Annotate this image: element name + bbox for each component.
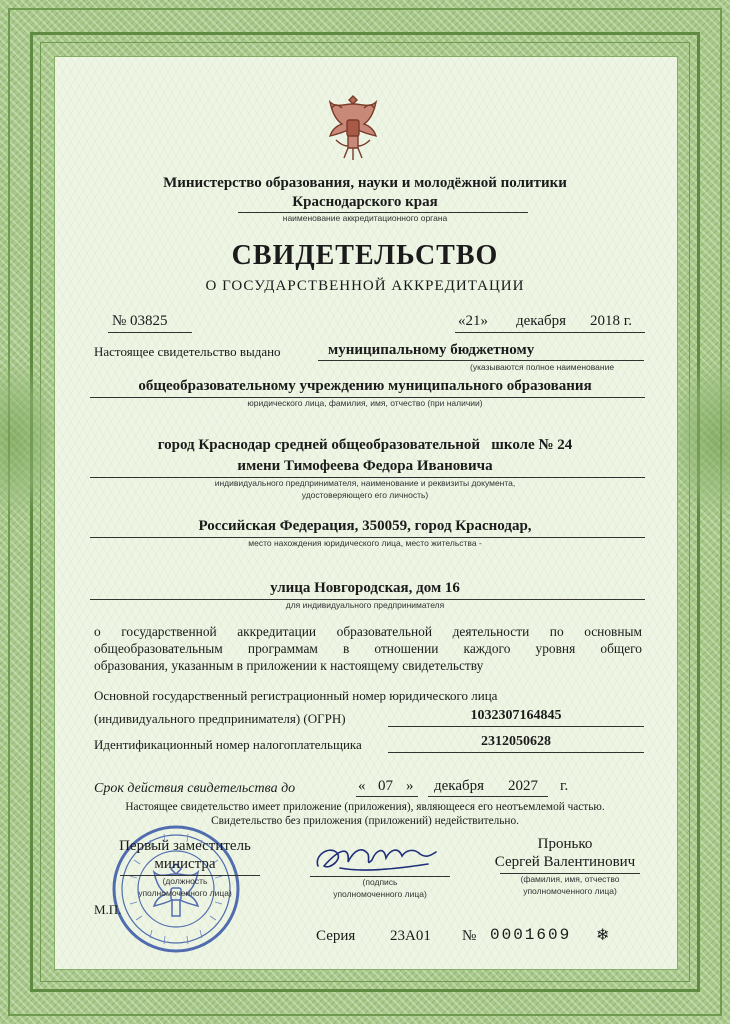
hint-location: место нахождения юридического лица, место жительства -	[248, 538, 482, 548]
position-line1: Первый заместитель	[119, 838, 251, 854]
snowflake-mark-icon: ❄	[596, 927, 610, 944]
appendix-note-1: Настоящее свидетельство имеет приложение (приложения), являющееся его неотъемлемой частью.	[125, 801, 605, 813]
appendix-note-2: Свидетельство без приложения (приложений) недействительно.	[211, 815, 519, 827]
hint-entrepreneur-2: удостоверяющего его личность)	[301, 490, 429, 500]
validity-year-suffix: г.	[560, 778, 569, 794]
validity-year: 2027	[508, 778, 538, 794]
validity-day-close-quote: »	[406, 778, 414, 794]
signer-hint-1: (фамилия, имя, отчество	[520, 874, 620, 884]
validity-day: 07	[378, 778, 393, 794]
blank-serial-number: 0001609	[490, 926, 572, 944]
ministry-hint: наименование аккредитационного органа	[282, 213, 448, 223]
organization-line2: общеобразовательному учреждению муниципального образования	[138, 378, 592, 394]
issue-year: 2018 г.	[590, 313, 632, 329]
certificate-subtitle: О ГОСУДАРСТВЕННОЙ АККРЕДИТАЦИИ	[205, 278, 525, 294]
date-underline	[455, 332, 645, 333]
inn-label: Идентификационный номер налогоплательщика	[94, 737, 362, 752]
hint-entrepreneur-1: индивидуального предпринимателя, наименование и реквизиты документа,	[214, 478, 516, 488]
signature-hint-1: (подпись	[362, 877, 398, 887]
ogrn-label-line1: Основной государственный регистрационный номер юридического лица	[94, 688, 498, 703]
position-hint-1: (должность	[162, 876, 208, 886]
validity-label: Срок действия свидетельства до	[94, 781, 296, 796]
double-headed-eagle-emblem-icon	[322, 90, 384, 168]
organization-line4: имени Тимофеева Федора Ивановича	[237, 458, 493, 474]
series-number-sign: №	[462, 928, 477, 944]
issue-day: «21»	[458, 313, 488, 329]
organization-line3: город Краснодар средней общеобразовательной школе № 24	[157, 437, 573, 453]
validity-month: декабря	[434, 778, 485, 794]
signer-hint-2: уполномоченного лица)	[523, 886, 617, 896]
hint-full-name: (указываются полное наименование	[470, 362, 615, 372]
issued-to-label: Настоящее свидетельство выдано	[94, 344, 281, 359]
ogrn-label-line2: (индивидуального предпринимателя) (ОГРН)	[94, 711, 346, 726]
certificate-number: № 03825	[112, 313, 168, 329]
inn-underline	[388, 752, 644, 753]
validity-day-open-quote: «	[358, 778, 366, 794]
handwritten-signature	[310, 836, 440, 880]
position-hint-2: уполномоченного лица)	[138, 888, 232, 898]
hint-legal-entity: юридического лица, фамилия, имя, отчество (при наличии)	[247, 398, 483, 408]
organization-line1: муниципальному бюджетному	[328, 342, 535, 358]
issue-month: декабря	[516, 313, 567, 329]
validity-month-underline	[428, 796, 548, 797]
position-line2: министра	[154, 856, 216, 872]
accreditation-paragraph-line3: образования, указанным в приложении к настоящему свидетельству	[94, 658, 484, 673]
accreditation-paragraph-line1: о государственной аккредитации образовательной деятельности по основным	[94, 624, 642, 639]
number-underline	[108, 332, 192, 333]
ogrn-underline	[388, 726, 644, 727]
org-line1-underline	[318, 360, 644, 361]
hint-individual: для индивидуального предпринимателя	[285, 600, 445, 610]
certificate-title: СВИДЕТЕЛЬСТВО	[231, 240, 499, 271]
validity-day-underline	[356, 796, 418, 797]
signer-name: Сергей Валентинович	[494, 854, 636, 870]
series-label: Серия	[316, 928, 356, 944]
ministry-name-line1: Министерство образования, науки и молодёжной политики	[163, 175, 567, 191]
signature-hint-2: уполномоченного лица)	[333, 889, 427, 899]
accreditation-paragraph-line2: общеобразовательным программам в отношении каждого уровня общего	[94, 641, 642, 656]
address-line2: улица Новгородская, дом 16	[270, 580, 460, 596]
inn-value: 2312050628	[481, 734, 551, 749]
signer-surname: Пронько	[537, 836, 593, 852]
ogrn-value: 1032307164845	[470, 708, 562, 723]
series-value: 23А01	[390, 928, 431, 944]
seal-place-label: М.П.	[94, 902, 122, 917]
ministry-name-line2: Краснодарского края	[292, 194, 438, 210]
address-line1: Российская Федерация, 350059, город Краснодар,	[198, 518, 532, 534]
